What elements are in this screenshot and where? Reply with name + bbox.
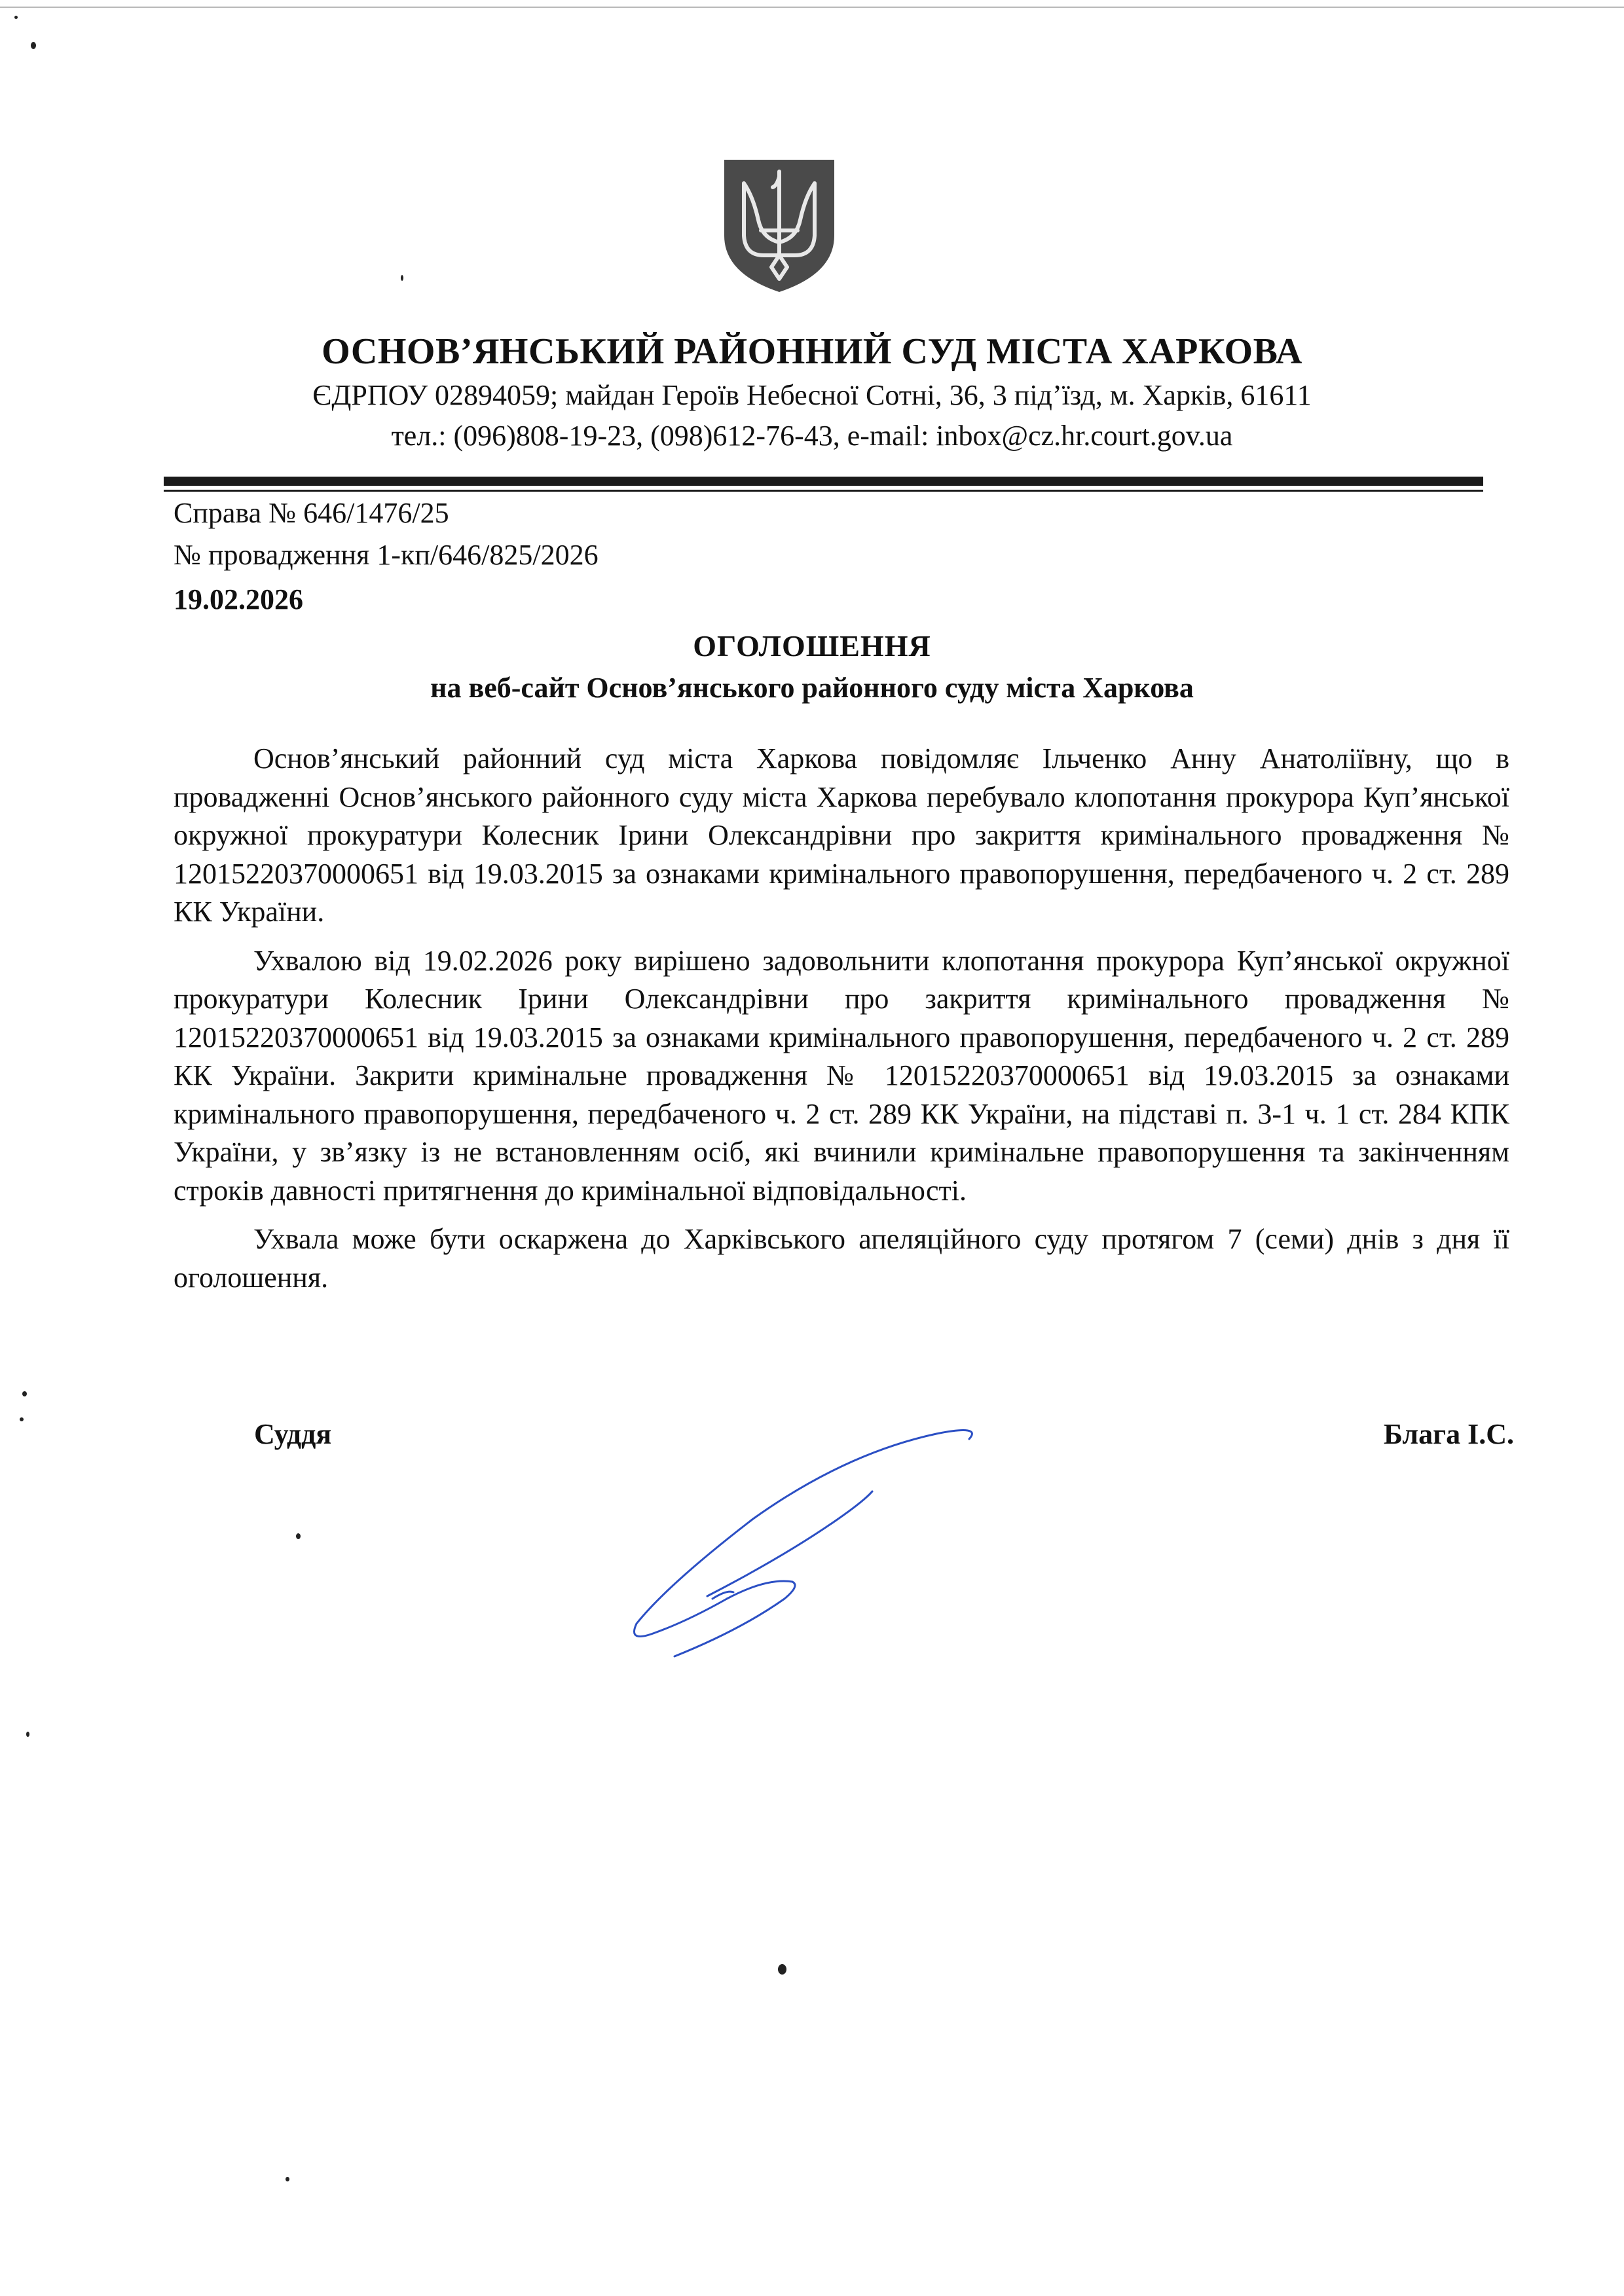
scan-edge-line — [0, 7, 1624, 8]
scan-speck — [20, 1417, 24, 1421]
scan-speck — [14, 16, 18, 19]
court-address: ЄДРПОУ 02894059; майдан Героїв Небесної Сотні, 36, 3 під’їзд, м. Харків, 61611 — [312, 379, 1312, 411]
case-number: Справа № 646/1476/25 — [174, 497, 449, 529]
court-contacts: тел.: (096)808-19-23, (098)612-76-43, e-mail: inbox@cz.hr.court.gov.ua — [391, 420, 1233, 452]
scan-speck — [31, 42, 36, 49]
handwritten-signature — [629, 1427, 982, 1676]
paragraph-appeal: Ухвала може бути оскаржена до Харківського апеляційного суду протягом 7 (семи) днів з дня її оголошення. — [174, 1223, 1509, 1294]
document-date: 19.02.2026 — [174, 583, 303, 615]
announcement-body — [174, 740, 1509, 1307]
scan-speck — [22, 1391, 27, 1396]
header-divider-thick — [164, 477, 1483, 486]
announcement-title: ОГОЛОШЕННЯ — [693, 629, 931, 663]
judge-role-label: Суддя — [254, 1418, 332, 1450]
scan-speck — [401, 275, 403, 281]
proceeding-number: № провадження 1-кп/646/825/2026 — [174, 539, 599, 571]
paragraph-notice: Основ’янський районний суд міста Харкова повідомляє Ільченко Анну Анатоліївну, що в провадженні Основ’янського районного суду міста Харкова перебувало клопотання прокурора Куп’янської окружної прокуратури Колесник Ірини Олександрівни про закриття кримінального провадження № 12015220370000651 від 19.03.2015 за ознаками кримінального правопорушення, передбаченого ч. 2 ст. 289 КК України. — [174, 742, 1509, 928]
scan-speck — [778, 1964, 786, 1975]
court-name: ОСНОВ’ЯНСЬКИЙ РАЙОННИЙ СУД МІСТА ХАРКОВА — [322, 331, 1302, 372]
scan-speck — [26, 1732, 29, 1737]
scan-speck — [296, 1533, 301, 1539]
announcement-subtitle: на веб-сайт Основ’янського районного суду міста Харкова — [430, 672, 1194, 704]
ukraine-trident-emblem-icon — [720, 157, 838, 295]
scan-speck — [286, 2177, 289, 2181]
paragraph-ruling: Ухвалою від 19.02.2026 року вирішено задовольнити клопотання прокурора Куп’янської окружної прокуратури Колесник Ірини Олександрівни про закриття кримінального провадження № 12015220370000651 від 19.03.2015 за ознаками кримінального правопорушення, передбаченого ч. 2 ст. 289 КК України. Закрити кримінальне провадження № 12015220370000651 від 19.03.2015 за ознаками кримінального правопорушення, передбаченого ч. 2 ст. 289 КК України, на підставі п. 3-1 ч. 1 ст. 284 КПК України, у зв’язку із не встановленням осіб, які вчинили кримінальне правопорушення та закінченням строків давності притягнення до кримінальної відповідальності. — [174, 944, 1509, 1207]
header-divider-thin — [164, 490, 1483, 492]
judge-name: Блага І.С. — [1383, 1418, 1514, 1450]
